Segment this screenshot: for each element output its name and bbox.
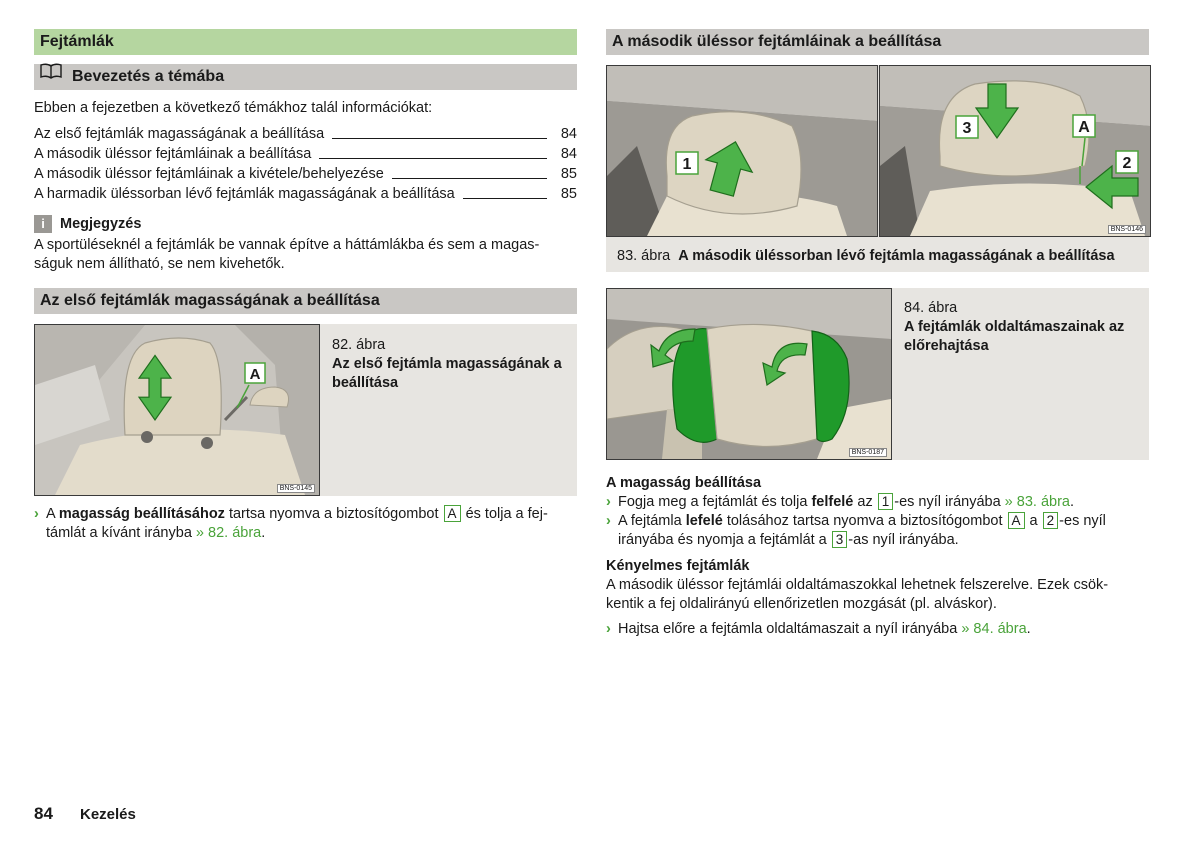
toc-item[interactable]: A második üléssor fejtámláinak a kivétele/behelyezése 85 [34, 166, 577, 182]
figure-82-title: Az első fejtámla magasságának a beállítása [332, 356, 562, 391]
front-height-instruction: › A magasság beállításához tartsa nyomva a biztosítógombot A és tolja a fej- támlát a kívánt irányba » 82. ábra. [34, 506, 548, 541]
figure-82-link[interactable]: » 82. ábra [195, 525, 262, 541]
key-2: 2 [1043, 512, 1059, 529]
figure-82-number: 82. ábra [332, 337, 386, 353]
key-3: 3 [832, 531, 848, 548]
figure-84-code: BNS-0187 [849, 448, 887, 457]
chevron-right-icon: › [606, 494, 611, 510]
step-2: › A fejtámla lefelé tolásához tartsa nyomva a biztosítógombot A a 2 -es nyíl irányába és nyomja a fejtámlát a 3 -as nyíl irányába. [606, 513, 1106, 548]
key-1: 1 [878, 493, 894, 510]
figure-84-title-1: A fejtámlák oldaltámaszainak az [904, 319, 1125, 335]
figure-82 [34, 324, 577, 496]
figure-83-code: BNS-0146 [1108, 225, 1146, 234]
chapter-name: Kezelés [80, 806, 136, 823]
figure-82-label-a: A [249, 366, 261, 383]
intro-title: Bevezetés a témába [72, 68, 225, 85]
intro-header [34, 64, 577, 90]
comfort-block: Kényelmes fejtámlák A második üléssor fejtámlái oldaltámaszokkal lehetnek felszerelve. Ezek csök- kentik a fej oldalirányú ellenőrizetlen mozgását (pl. alváskor). › Hajtsa előre a fejtámla oldaltámaszait a nyíl irányába » 84. ábra. [606, 557, 1156, 639]
figure-83-label-a: A [1078, 119, 1090, 136]
subsection-title: Az első fejtámlák magasságának a beállítása [34, 288, 577, 314]
figure-84 [606, 288, 1149, 460]
figure-83-label-2: 2 [1122, 155, 1132, 172]
figure-82-code: BNS-0145 [277, 484, 315, 493]
note-header [34, 214, 141, 234]
page-number: 84 [34, 804, 53, 823]
figure-83-link[interactable]: » 83. ábra [1004, 494, 1070, 510]
figure-83 [606, 65, 1149, 272]
figure-84-link[interactable]: » 84. ábra [961, 621, 1027, 637]
height-title: A magasság beállítása [606, 475, 762, 491]
figure-84-title-2: előrehajtása [904, 338, 989, 354]
figure-82-image [34, 324, 320, 496]
figure-82-caption [332, 336, 572, 393]
figure-83-label-1: 1 [682, 156, 692, 173]
info-icon: i [34, 215, 52, 233]
chevron-right-icon: › [34, 506, 39, 522]
chevron-right-icon: › [606, 513, 611, 529]
figure-84-image [606, 288, 892, 460]
figure-83-image-left [606, 65, 878, 237]
key-a: A [1008, 512, 1025, 529]
figure-84-number: 84. ábra [904, 300, 958, 316]
toc-item[interactable]: A második üléssor fejtámláinak a beállítása 84 [34, 146, 577, 162]
key-a: A [444, 505, 461, 522]
height-adjust-block [606, 474, 1156, 550]
comfort-title: Kényelmes fejtámlák [606, 558, 750, 574]
step-1: › Fogja meg a fejtámlát és tolja felfelé az 1 -es nyíl irányába » 83. ábra. [606, 494, 1075, 510]
chevron-right-icon: › [606, 621, 611, 637]
figure-84-caption [904, 299, 1144, 356]
right-section-title: A második üléssor fejtámláinak a beállítása [606, 29, 1149, 55]
note-text: A sportüléseknél a fejtámlák be vannak építve a háttámlákba és sem a magas- ságuk nem állítható, se nem kivehetők. [34, 237, 540, 272]
toc-item[interactable]: A harmadik üléssorban lévő fejtámlák magasságának a beállítása 85 [34, 186, 577, 202]
toc-item[interactable]: Az első fejtámlák magasságának a beállítása 84 [34, 126, 577, 142]
figure-83-image-right [879, 65, 1151, 237]
step-3: › Hajtsa előre a fejtámla oldaltámaszait a nyíl irányába » 84. ábra. [606, 621, 1031, 637]
intro-text: Ebben a fejezetben a következő témákhoz talál információkat: [34, 100, 433, 116]
section-title: Fejtámlák [34, 29, 577, 55]
figure-83-label-3: 3 [962, 120, 972, 137]
figure-83-caption [617, 247, 1147, 266]
toc-list [34, 124, 577, 208]
note-title: Megjegyzés [60, 216, 142, 232]
figure-83-title: A második üléssorban lévő fejtámla magasságának a beállítása [678, 248, 1115, 264]
figure-83-number: 83. ábra [617, 248, 671, 264]
book-icon [40, 62, 62, 88]
